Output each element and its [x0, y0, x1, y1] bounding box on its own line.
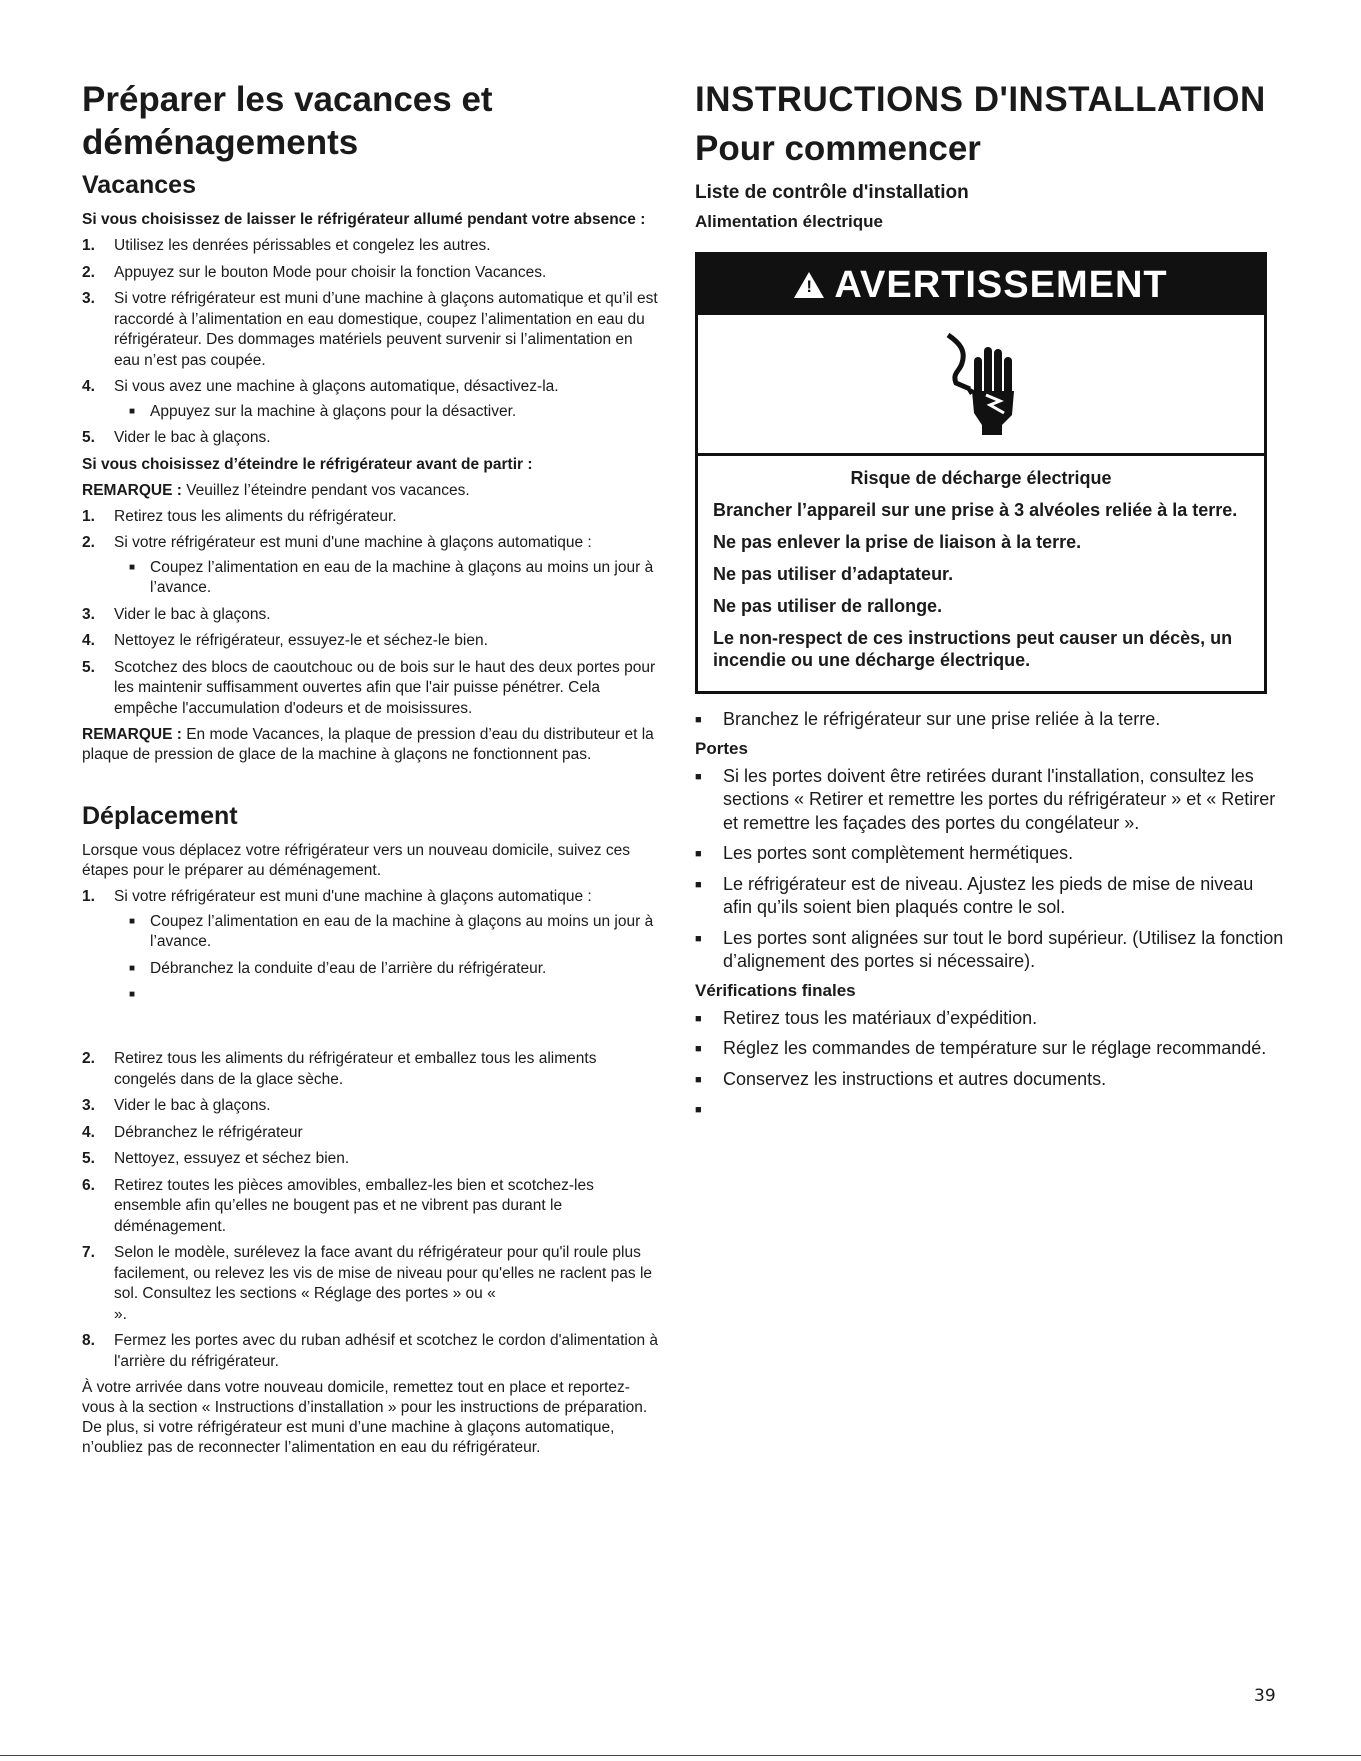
list-item [695, 1098, 1285, 1120]
list-item: 2. Retirez tous les aliments du réfrigérateur et emballez tous les aliments congelés dans de la glace sèche. [82, 1050, 597, 1088]
list-item: ■ Les portes sont alignées sur tout le bord supérieur. (Utilisez la fonction d’alignement des portes si nécessaire). [695, 927, 1284, 971]
left-column [82, 78, 720, 1464]
warning-line: Le non-respect de ces instructions peut causer un décès, un incendie ou une décharge électrique. [713, 628, 1233, 670]
power-bullets [695, 708, 1285, 732]
square-bullet-icon: ■ [695, 770, 702, 783]
square-bullet-icon: ■ [128, 561, 136, 573]
list-item: 3. Vider le bac à glaçons. [82, 605, 271, 623]
list-item: ■ Retirez tous les matériaux d’expédition. [695, 1007, 1038, 1028]
warning-triangle-icon [794, 272, 824, 298]
list-item: 1. Utilisez les denrées périssables et congelez les autres. [82, 237, 491, 254]
list-item: 4. Nettoyez le réfrigérateur, essuyez-le et séchez-le bien. [82, 632, 488, 649]
list-item: 2. Appuyez sur le bouton Mode pour choisir la fonction Vacances. [82, 263, 547, 281]
heading-deplacement: Déplacement [82, 802, 238, 830]
list-item: 1. Retirez tous les aliments du réfrigérateur. [82, 507, 397, 525]
square-bullet-icon: ■ [695, 1012, 702, 1025]
steps-fridge-on [82, 236, 662, 449]
list-item: 4. Si vous avez une machine à glaçons automatique, désactivez-la. ■ Appuyez sur la machine à glaçons pour la désactiver. [82, 377, 662, 422]
warning-box [695, 252, 1267, 694]
square-bullet-icon: ■ [695, 1043, 702, 1055]
deplacement-closing: À votre arrivée dans votre nouveau domicile, remettez tout en place et reportez-vous à la section « Instructions d’installation » pour les instructions de préparation. De plus, si votre réfrigérateur est muni d’une machine à glaçons automatique, n’oubliez pas de reconnecter l’alimentation en eau du réfrigérateur. [82, 1379, 648, 1456]
list-item: 3. Vider le bac à glaçons. [82, 1097, 271, 1114]
list-item: 5. Scotchez des blocs de caoutchouc ou de bois sur le haut des deux portes pour les maintenir suffisamment ouvertes afin que l'air puisse pénétrer. Cela empêche l'accumulation d'odeurs et de moisissures. [82, 658, 656, 717]
sub-list-item: ■ Coupez l’alimentation en eau de la machine à glaçons au moins un jour à l’avance. [114, 912, 662, 953]
square-bullet-icon: ■ [695, 714, 702, 726]
square-bullet-icon: ■ [695, 848, 702, 860]
list-item: ■ Si les portes doivent être retirées durant l'installation, consultez les sections « Retirer et remettre les portes du réfrigérateur » et « Retirer et remettre les façades des portes du congélateur ». [695, 765, 1276, 833]
list-item: ■ Les portes sont complètement hermétiques. [695, 843, 1074, 863]
doors-bullets [695, 765, 1285, 974]
list-item: 7. Selon le modèle, surélevez la face avant du réfrigérateur pour qu'il roule plus facilement, ou relevez les vis de mise de niveau pour qu'elles ne raclent pas le sol. Consultez les sections « Réglage des portes » ou « ». [82, 1244, 720, 1323]
list-item: 1. Si votre réfrigérateur est muni d'une machine à glaçons automatique : ■ Coupez l’alimentation en eau de la machine à glaçons au moins un jour à l’avance. ■ Débranchez la conduite d’eau de l’arrière du réfrigérateur. ■ [82, 887, 662, 1043]
warning-header: !AVERTISSEMENT [698, 255, 1264, 315]
final-bullets [695, 1007, 1285, 1121]
heading-vacances: Vacances [82, 171, 196, 199]
square-bullet-icon: ■ [695, 932, 702, 945]
warning-line: Ne pas utiliser de rallonge. [713, 596, 943, 616]
lead-fridge-on: Si vous choisissez de laisser le réfrigérateur allumé pendant votre absence : [82, 211, 646, 228]
bottom-divider [0, 1755, 1361, 1756]
square-bullet-icon: ■ [695, 878, 702, 891]
note-fridge-off: REMARQUE : Veuillez l’éteindre pendant vos vacances. [82, 481, 470, 499]
sub-list-item: ■ Débranchez la conduite d’eau de l’arrière du réfrigérateur. [114, 959, 662, 980]
note-vacances-mode: REMARQUE : En mode Vacances, la plaque de pression d’eau du distributeur et la plaque de pression de glace de la machine à glaçons ne fonctionnent pas. [82, 726, 654, 763]
heading-portes: Portes [695, 738, 748, 758]
warning-risk-title: Risque de décharge électrique [850, 468, 1112, 488]
list-item: ■ Réglez les commandes de température sur le réglage recommandé. [695, 1038, 1267, 1058]
square-bullet-icon: ■ [695, 1104, 702, 1116]
right-column [695, 78, 1285, 1127]
square-bullet-icon: ■ [128, 962, 136, 974]
warning-line: Ne pas enlever la prise de liaison à la terre. [713, 532, 1082, 552]
list-item: 8. Fermez les portes avec du ruban adhésif et scotchez le cordon d'alimentation à l'arrière du réfrigérateur. [82, 1332, 659, 1370]
sub-list-item [114, 985, 662, 1043]
list-item: 6. Retirez toutes les pièces amovibles, emballez-les bien et scotchez-les ensemble afin qu’elles ne bougent pas et ne vibrent pas durant le déménagement. [82, 1176, 594, 1235]
electric-shock-hand-icon [698, 315, 1264, 456]
list-item: ■ Le réfrigérateur est de niveau. Ajustez les pieds de mise de niveau afin qu’ils soient bien plaqués contre le sol. [695, 873, 1254, 917]
page-title-installation: INSTRUCTIONS D'INSTALLATION [695, 80, 1266, 119]
heading-verifications: Vérifications finales [695, 980, 856, 1000]
heading-alimentation: Alimentation électrique [695, 212, 883, 231]
warning-line: Brancher l’appareil sur une prise à 3 alvéoles reliée à la terre. [713, 500, 1238, 520]
list-item: 5. Nettoyez, essuyez et séchez bien. [82, 1150, 350, 1167]
list-item: 3. Si votre réfrigérateur est muni d’une machine à glaçons automatique et qu’il est raccordé à l’alimentation en eau domestique, coupez l’alimentation en eau du réfrigérateur. Des dommages matériels peuvent survenir si l’alimentation en eau n’est pas coupée. [82, 290, 658, 369]
steps-deplacement [82, 887, 720, 1372]
list-item: 2. Si votre réfrigérateur est muni d'une machine à glaçons automatique : ■ Coupez l’alimentation en eau de la machine à glaçons au moins un jour à l’avance. [82, 533, 662, 599]
list-item: ■ Conservez les instructions et autres documents. [695, 1068, 1107, 1089]
square-bullet-icon: ■ [128, 915, 136, 927]
subtitle-pour-commencer: Pour commencer [695, 129, 981, 168]
list-item: 5. Vider le bac à glaçons. [82, 429, 271, 446]
square-bullet-icon: ■ [695, 1073, 702, 1086]
heading-checklist: Liste de contrôle d'installation [695, 182, 969, 203]
sub-list-item: ■ Coupez l’alimentation en eau de la machine à glaçons au moins un jour à l’avance. [114, 558, 662, 599]
list-item: ■ Branchez le réfrigérateur sur une prise reliée à la terre. [695, 709, 1161, 729]
square-bullet-icon: ■ [128, 989, 136, 1000]
square-bullet-icon: ■ [128, 405, 136, 417]
section-title-vacances-demenagements: Préparer les vacances et déménagements [82, 80, 493, 162]
list-item: 4. Débranchez le réfrigérateur [82, 1123, 303, 1141]
page-number: 39 [1254, 1686, 1276, 1706]
warning-line: Ne pas utiliser d’adaptateur. [713, 564, 954, 584]
steps-fridge-off [82, 507, 662, 720]
deplacement-intro: Lorsque vous déplacez votre réfrigérateur vers un nouveau domicile, suivez ces étapes pour le préparer au déménagement. [82, 842, 630, 879]
sub-list-item: ■ Appuyez sur la machine à glaçons pour la désactiver. [114, 402, 662, 423]
lead-fridge-off: Si vous choisissez d’éteindre le réfrigérateur avant de partir : [82, 455, 533, 473]
warning-body [698, 456, 1264, 691]
